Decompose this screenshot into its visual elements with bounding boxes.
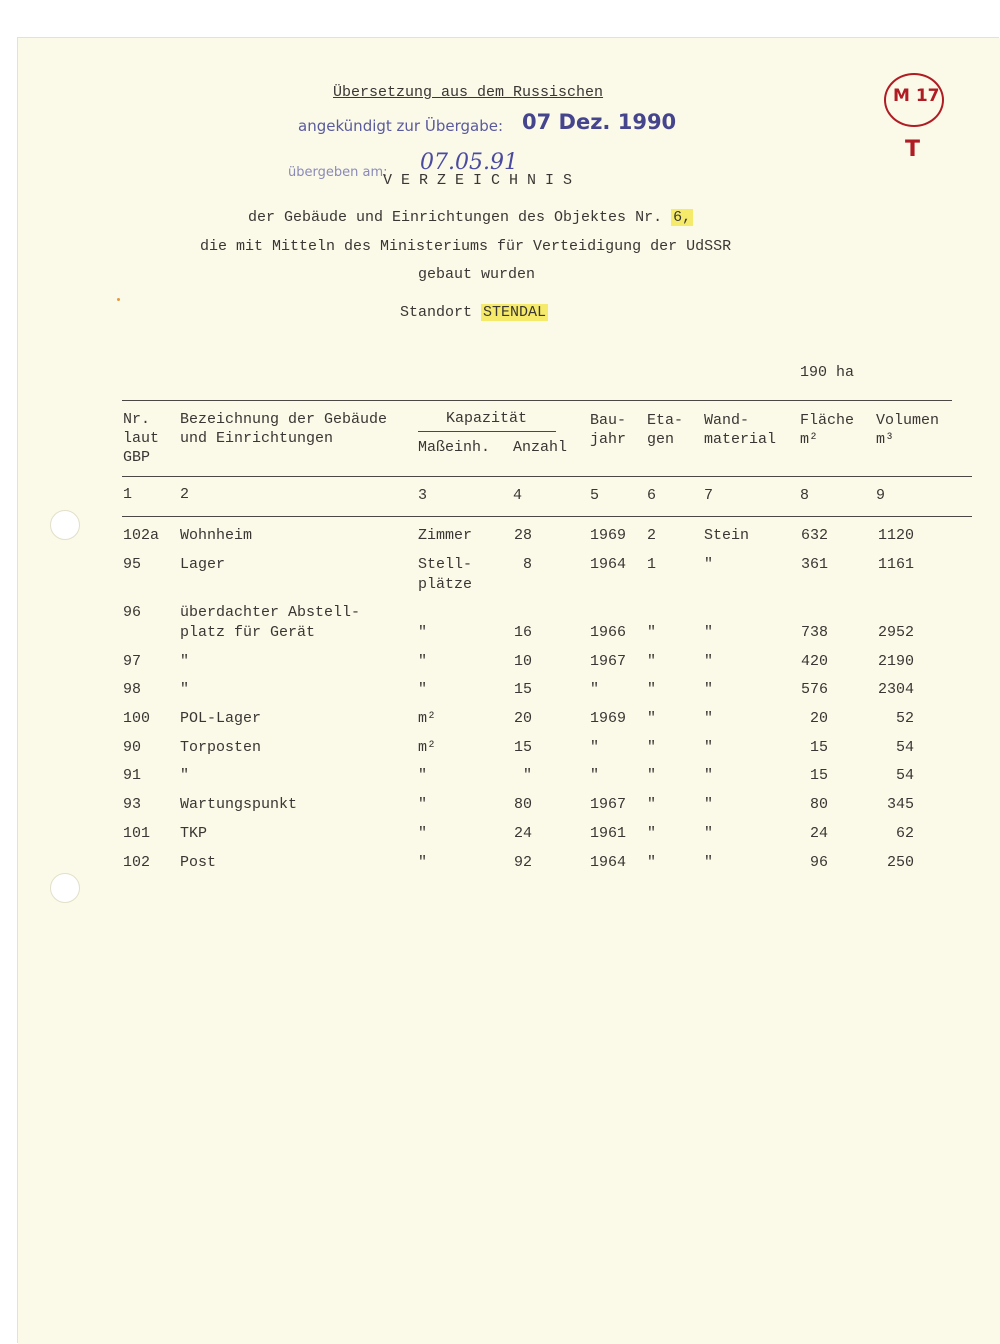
cell-wall: "	[704, 825, 714, 842]
cell-floors: "	[647, 710, 657, 727]
cell-name: "	[180, 653, 190, 670]
cell-count: 80	[513, 796, 532, 813]
cell-nr: 102a	[123, 527, 160, 544]
cell-nr: 90	[123, 739, 142, 756]
cell-year: 1967	[590, 653, 627, 670]
cell-volume: 345	[886, 796, 914, 813]
cell-year: 1964	[590, 854, 627, 871]
cell-nr: 97	[123, 653, 142, 670]
cell-unit: "	[418, 681, 428, 698]
cell-area: 15	[809, 767, 828, 784]
cell-count: 15	[513, 739, 532, 756]
cell-year: 1969	[590, 527, 627, 544]
cell-name: "	[180, 681, 190, 698]
cell-unit: "	[418, 825, 428, 842]
doc-line-3: gebaut wurden	[418, 266, 536, 283]
header-anzahl: Anzahl	[513, 439, 568, 456]
cell-nr: 100	[123, 710, 151, 727]
cell-wall: Stein	[704, 527, 750, 544]
column-number: 4	[513, 487, 523, 504]
cell-unit: Stell- plätze	[418, 556, 473, 593]
column-number: 2	[180, 486, 190, 503]
cell-floors: "	[647, 681, 657, 698]
cell-wall: "	[704, 796, 714, 813]
cell-count: 28	[513, 527, 532, 544]
cell-count: 8	[522, 556, 532, 573]
cell-year: 1969	[590, 710, 627, 727]
cell-nr: 96	[123, 604, 142, 621]
header-nr: Nr. laut GBP	[123, 411, 160, 466]
cell-count: 10	[513, 653, 532, 670]
header-baujahr: Bau- jahr	[590, 412, 627, 448]
cell-count: "	[522, 767, 532, 784]
cell-floors: "	[647, 624, 657, 641]
cell-count: 16	[513, 624, 532, 641]
punch-hole	[50, 873, 80, 903]
cell-nr: 91	[123, 767, 142, 784]
cell-volume: 52	[895, 710, 914, 727]
cell-name: TKP	[180, 825, 208, 842]
stamp-announced-label: angekündigt zur Übergabe:	[298, 117, 504, 135]
cell-floors: 1	[647, 556, 657, 573]
cell-wall: "	[704, 653, 714, 670]
location-name: STENDAL	[483, 304, 547, 321]
cell-name: POL-Lager	[180, 710, 262, 727]
cell-floors: "	[647, 854, 657, 871]
cell-unit: Zimmer	[418, 527, 473, 544]
cell-wall: "	[704, 767, 714, 784]
header-wandmaterial: Wand- material	[704, 412, 777, 448]
cell-unit: m²	[418, 710, 437, 727]
cell-nr: 101	[123, 825, 151, 842]
cell-count: 20	[513, 710, 532, 727]
cell-unit: m²	[418, 739, 437, 756]
cell-volume: 62	[895, 825, 914, 842]
cell-name: Post	[180, 854, 217, 871]
cell-volume: 250	[886, 854, 914, 871]
column-number: 8	[800, 487, 810, 504]
header-kapazitaet: Kapazität	[446, 410, 528, 427]
header-bezeichnung: Bezeichnung der Gebäude und Einrichtungen	[180, 411, 388, 447]
area-total: 190 ha	[800, 364, 855, 381]
cell-area: 15	[809, 739, 828, 756]
column-number: 5	[590, 487, 600, 504]
handwritten-date: 07.05.91	[420, 150, 518, 175]
cell-year: "	[590, 681, 600, 698]
cell-floors: "	[647, 739, 657, 756]
doc-title: V E R Z E I C H N I S	[383, 172, 573, 189]
cell-name: "	[180, 767, 190, 784]
column-number: 1	[123, 486, 133, 503]
cell-wall: "	[704, 681, 714, 698]
location-line	[400, 304, 548, 321]
cell-unit: "	[418, 767, 428, 784]
cell-count: 15	[513, 681, 532, 698]
ink-dot	[117, 298, 120, 301]
cell-name: überdachter Abstell- platz für Gerät	[180, 604, 361, 641]
cell-wall: "	[704, 710, 714, 727]
cell-unit: "	[418, 653, 428, 670]
cell-area: 420	[800, 653, 828, 670]
cell-nr: 95	[123, 556, 142, 573]
cell-year: 1964	[590, 556, 627, 573]
punch-hole	[50, 510, 80, 540]
cell-area: 96	[809, 854, 828, 871]
cell-volume: 1161	[877, 556, 914, 573]
header-volumen: Volumen m³	[876, 412, 940, 448]
column-number: 7	[704, 487, 714, 504]
cell-year: "	[590, 739, 600, 756]
cell-floors: "	[647, 796, 657, 813]
cell-area: 24	[809, 825, 828, 842]
cell-wall: "	[704, 556, 714, 573]
header-masseinh: Maßeinh.	[418, 439, 491, 456]
cell-year: 1961	[590, 825, 627, 842]
cell-nr: 98	[123, 681, 142, 698]
cell-floors: "	[647, 653, 657, 670]
cell-unit: "	[418, 854, 428, 871]
doc-line-2: die mit Mitteln des Ministeriums für Verteidigung der UdSSR	[200, 238, 732, 255]
object-number: 6,	[673, 209, 692, 226]
cell-area: 576	[800, 681, 828, 698]
archive-mark-code: M 17	[893, 86, 940, 106]
archive-mark-letter: T	[905, 137, 921, 162]
cell-floors: "	[647, 767, 657, 784]
cell-volume: 54	[895, 739, 914, 756]
header-bottom-rule	[122, 476, 972, 477]
header-etagen: Eta- gen	[647, 412, 684, 448]
cell-volume: 1120	[877, 527, 914, 544]
stamp-announced-date: 07 Dez. 1990	[522, 110, 677, 134]
cell-area: 80	[809, 796, 828, 813]
document-page	[18, 38, 1000, 1344]
cell-wall: "	[704, 739, 714, 756]
cell-count: 92	[513, 854, 532, 871]
column-number: 3	[418, 487, 428, 504]
doc-line-1-text: der Gebäude und Einrichtungen des Objektes Nr.	[248, 209, 663, 226]
cell-name: Torposten	[180, 739, 262, 756]
cell-area: 738	[800, 624, 828, 641]
header-flaeche: Fläche m²	[800, 412, 855, 448]
cell-name: Wohnheim	[180, 527, 253, 544]
stamp-handed-label: übergeben am:	[288, 165, 388, 180]
cell-volume: 2190	[877, 653, 914, 670]
location-label: Standort	[400, 304, 473, 321]
column-number: 6	[647, 487, 657, 504]
cell-nr: 102	[123, 854, 151, 871]
cell-name: Wartungspunkt	[180, 796, 298, 813]
cell-unit: "	[418, 796, 428, 813]
cell-year: 1966	[590, 624, 627, 641]
cell-year: "	[590, 767, 600, 784]
table-top-rule	[122, 400, 952, 401]
cell-name: Lager	[180, 556, 226, 573]
cell-volume: 54	[895, 767, 914, 784]
cell-year: 1967	[590, 796, 627, 813]
cell-area: 632	[800, 527, 828, 544]
translation-title: Übersetzung aus dem Russischen	[333, 84, 604, 101]
doc-line-1	[248, 209, 693, 226]
column-number: 9	[876, 487, 886, 504]
cell-floors: "	[647, 825, 657, 842]
cell-nr: 93	[123, 796, 142, 813]
cell-count: 24	[513, 825, 532, 842]
cell-wall: "	[704, 854, 714, 871]
cell-area: 20	[809, 710, 828, 727]
cell-volume: 2952	[877, 624, 914, 641]
cell-unit: "	[418, 624, 428, 641]
cell-floors: 2	[647, 527, 657, 544]
kapazitaet-rule	[418, 431, 556, 432]
column-number-rule	[122, 516, 972, 517]
cell-area: 361	[800, 556, 828, 573]
cell-wall: "	[704, 624, 714, 641]
cell-volume: 2304	[877, 681, 914, 698]
